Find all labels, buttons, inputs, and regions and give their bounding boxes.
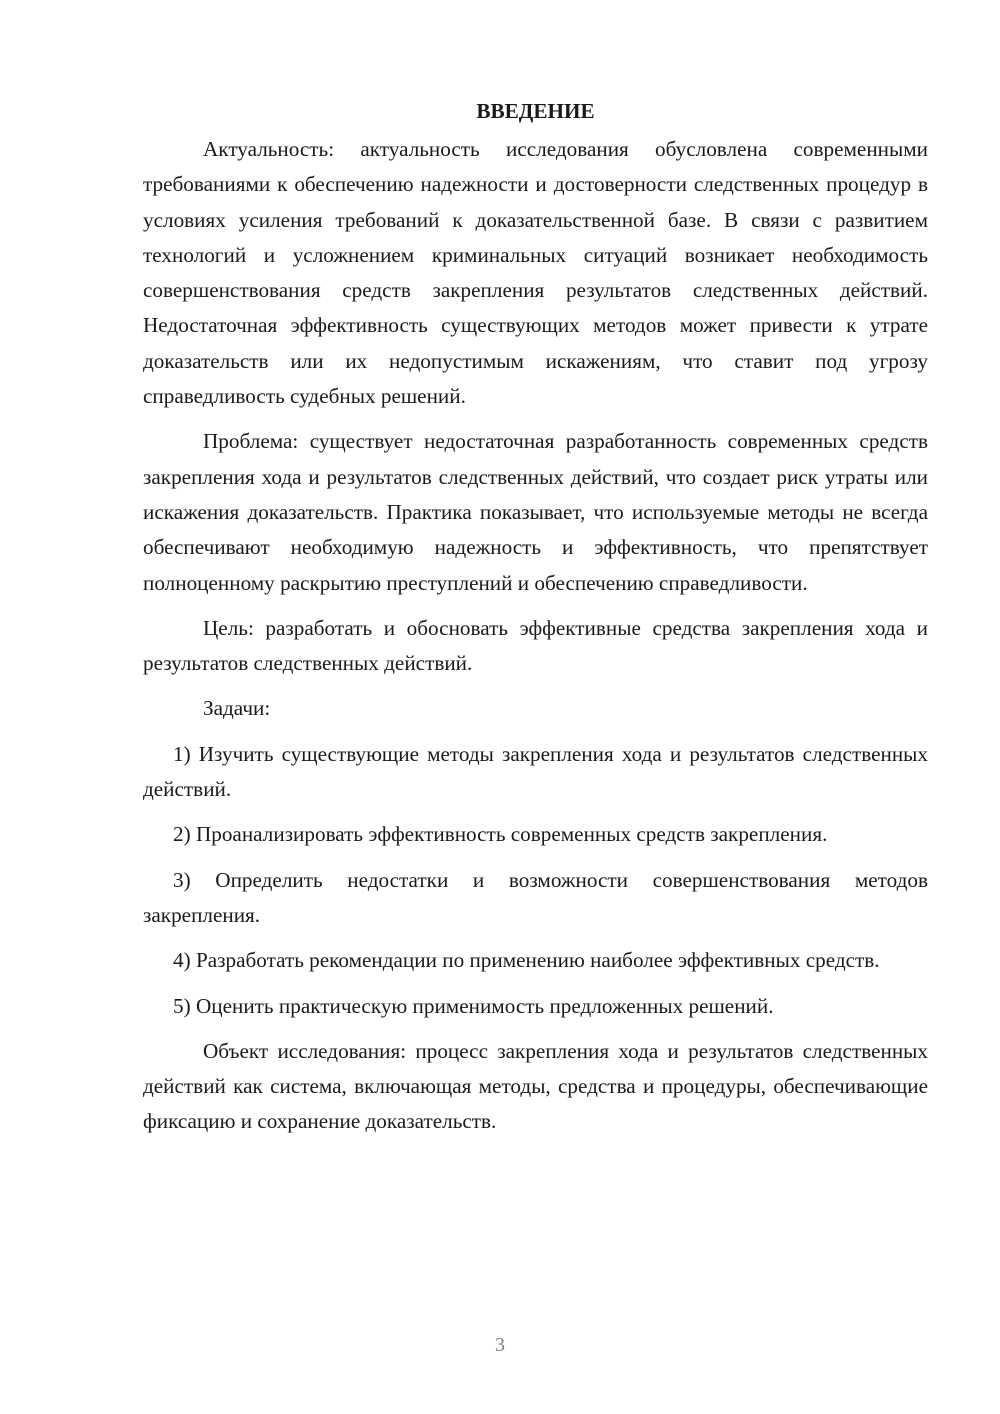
page-title: ВВЕДЕНИЕ	[476, 99, 595, 123]
page-content	[143, 96, 928, 1140]
paragraph-goal: Цель: разработать и обосновать эффективные средства закрепления хода и результатов следственных действий.	[143, 615, 928, 676]
list-item: 3) Определить недостатки и возможности совершенствования методов закрепления.	[143, 867, 928, 927]
list-item: 2) Проанализировать эффективность современных средств закрепления.	[173, 822, 828, 847]
paragraph-tasks-heading: Задачи:	[203, 696, 271, 721]
tasks-list	[143, 737, 928, 1024]
list-item: 1) Изучить существующие методы закрепления хода и результатов следственных действий.	[143, 741, 928, 802]
page-number: 3	[495, 1334, 505, 1356]
paragraph-problem: Проблема: существует недостаточная разработанность современных средств закрепления хода и результатов следственных действий, что создает риск утраты или искажения доказательств. Практика показывает, что используемые методы не всегда обеспечивают необходимую надежность и эффективность, что препятствует полноценному раскрытию преступлений и обеспечению справедливости.	[143, 429, 928, 595]
paragraph-object: Объект исследования: процесс закрепления хода и результатов следственных действий как система, включающая методы, средства и процедуры, обеспечивающие фиксацию и сохранение доказательств.	[143, 1038, 928, 1134]
paragraph-relevance: Актуальность: актуальность исследования обусловлена современными требованиями к обеспечению надежности и достоверности следственных процедур в условиях усиления требований к доказательственной базе. В связи с развитием технологий и усложнением криминальных ситуаций возникает необходимость совершенствования средств закрепления результатов следственных действий. Недостаточная эффективность существующих методов может привести к утрате доказательств или их недопустимым искажениям, что ставит под угрозу справедливость судебных решений.	[143, 137, 928, 409]
list-item: 4) Разработать рекомендации по применению наиболее эффективных средств.	[173, 948, 880, 973]
list-item: 5) Оценить практическую применимость предложенных решений.	[173, 993, 774, 1018]
